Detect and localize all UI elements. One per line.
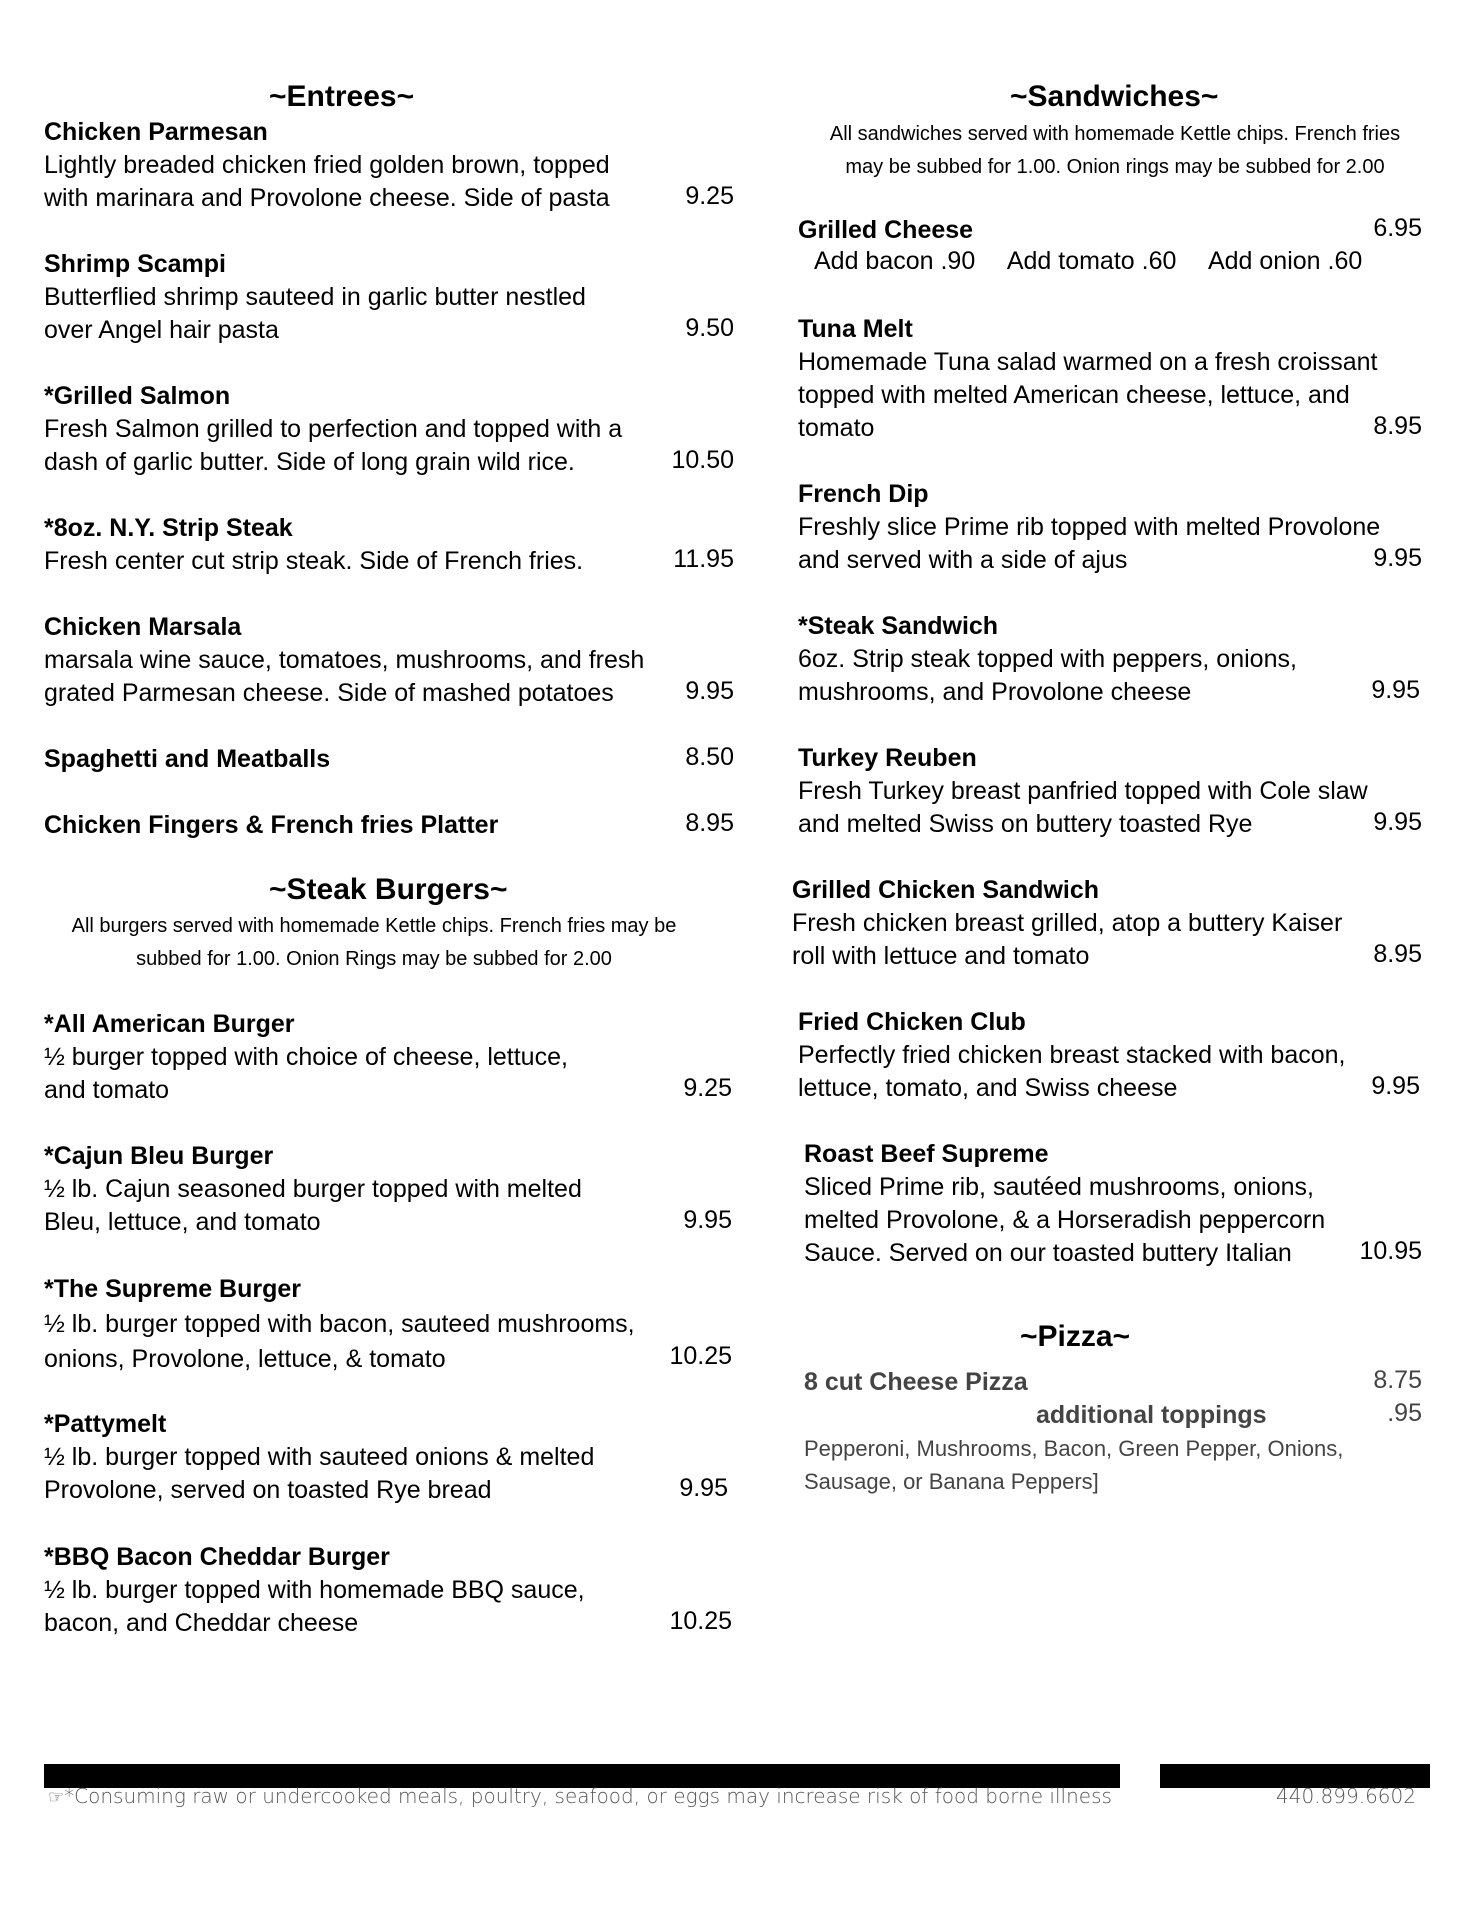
item-name: *Pattymelt <box>44 1410 167 1438</box>
menu-item <box>44 248 586 347</box>
item-name: Chicken Fingers & French fries Platter <box>44 811 499 839</box>
item-price: 8.75 <box>1373 1366 1422 1394</box>
item-price: 8.50 <box>685 743 734 771</box>
sandwiches-title: ~Sandwiches~ <box>1010 80 1219 113</box>
item-desc: over Angel hair pasta <box>44 316 279 344</box>
entrees-title: ~Entrees~ <box>269 80 415 113</box>
item-desc: bacon, and Cheddar cheese <box>44 1609 359 1637</box>
menu-item <box>798 742 1368 841</box>
toppings-price: .95 <box>1387 1399 1422 1427</box>
item-desc: ½ burger topped with choice of cheese, lettuce, <box>44 1043 568 1071</box>
item-name: *All American Burger <box>44 1010 295 1038</box>
toppings-list <box>804 1432 1343 1498</box>
item-desc: Butterflied shrimp sauteed in garlic butter nestled <box>44 283 586 311</box>
item-desc: Fresh Salmon grilled to perfection and topped with a <box>44 415 623 443</box>
menu-item <box>804 1138 1325 1270</box>
item-price: 9.95 <box>683 1206 732 1234</box>
item-price: 10.25 <box>669 1607 732 1635</box>
item-name: 8 cut Cheese Pizza <box>804 1368 1028 1396</box>
burgers-note <box>44 910 704 976</box>
item-desc: ½ lb. burger topped with bacon, sauteed mushrooms, <box>44 1310 635 1338</box>
item-desc: marsala wine sauce, tomatoes, mushrooms, and fresh <box>44 646 645 674</box>
item-name: Roast Beef Supreme <box>804 1140 1049 1168</box>
addon-bacon: Add bacon .90 <box>814 247 976 275</box>
item-price: 10.95 <box>1359 1237 1422 1265</box>
item-desc: and served with a side of ajus <box>798 546 1128 574</box>
item-desc: ½ lb. burger topped with homemade BBQ sauce, <box>44 1576 585 1604</box>
item-name: Tuna Melt <box>798 315 913 343</box>
item-desc: dash of garlic butter. Side of long grain wild rice. <box>44 448 575 476</box>
addons-row <box>814 247 1388 276</box>
item-name: *Steak Sandwich <box>798 612 999 640</box>
item-desc: ½ lb. Cajun seasoned burger topped with melted <box>44 1175 582 1203</box>
menu-item <box>44 743 330 776</box>
item-name: *The Supreme Burger <box>44 1275 302 1303</box>
item-name: *Cajun Bleu Burger <box>44 1142 274 1170</box>
item-desc: and melted Swiss on buttery toasted Rye <box>798 810 1253 838</box>
menu-item <box>44 1140 582 1239</box>
item-name: Spaghetti and Meatballs <box>44 745 331 773</box>
item-desc: Fresh chicken breast grilled, atop a buttery Kaiser <box>792 909 1343 937</box>
item-price: 11.95 <box>673 545 734 573</box>
item-price: 10.50 <box>671 446 734 474</box>
item-desc: Provolone, served on toasted Rye bread <box>44 1476 492 1504</box>
menu-item <box>798 610 1297 709</box>
item-name: *BBQ Bacon Cheddar Burger <box>44 1543 390 1571</box>
burgers-title: ~Steak Burgers~ <box>269 873 508 906</box>
menu-item <box>44 1408 594 1507</box>
item-price: 9.95 <box>685 677 734 705</box>
item-desc: roll with lettuce and tomato <box>792 942 1090 970</box>
item-name: Shrimp Scampi <box>44 250 226 278</box>
item-desc: Lightly breaded chicken fried golden brown, topped <box>44 151 610 179</box>
menu-item <box>44 512 583 578</box>
menu-item <box>44 1272 635 1377</box>
item-price: 9.95 <box>679 1474 728 1502</box>
item-price: 9.95 <box>1371 1072 1420 1100</box>
note-line: All burgers served with homemade Kettle chips. French fries may be <box>71 915 677 937</box>
item-desc: Bleu, lettuce, and tomato <box>44 1208 321 1236</box>
addon-tomato: Add tomato .60 <box>1006 247 1177 275</box>
sandwiches-note <box>790 118 1440 184</box>
menu-item <box>792 874 1342 973</box>
item-price: 9.25 <box>685 182 734 210</box>
item-desc: Fresh Turkey breast panfried topped with Cole slaw <box>798 777 1368 805</box>
footer-disclaimer <box>48 1784 1112 1808</box>
note-line: All sandwiches served with homemade Kettle chips. French fries <box>829 123 1401 145</box>
item-desc: topped with melted American cheese, lettuce, and <box>798 381 1350 409</box>
menu-item <box>44 1008 568 1107</box>
item-desc: Fresh center cut strip steak. Side of French fries. <box>44 547 584 575</box>
toppings-line: Pepperoni, Mushrooms, Bacon, Green Pepper, Onions, <box>804 1436 1344 1461</box>
item-name: Grilled Cheese <box>798 216 974 244</box>
item-name: Turkey Reuben <box>798 744 977 772</box>
item-desc: onions, Provolone, lettuce, & tomato <box>44 1345 446 1373</box>
toppings-line: Sausage, or Banana Peppers] <box>804 1469 1099 1494</box>
item-desc: tomato <box>798 414 875 442</box>
item-desc: Homemade Tuna salad warmed on a fresh croissant <box>798 348 1378 376</box>
item-desc: and tomato <box>44 1076 170 1104</box>
item-price: 9.95 <box>1371 676 1420 704</box>
item-desc: with marinara and Provolone cheese. Side of pasta <box>44 184 610 212</box>
addon-onion: Add onion .60 <box>1207 247 1363 275</box>
menu-item <box>44 611 644 710</box>
menu-item <box>798 1006 1346 1105</box>
item-price: 9.95 <box>1373 544 1422 572</box>
menu-item <box>798 214 973 247</box>
item-name: Fried Chicken Club <box>798 1008 1026 1036</box>
item-desc: melted Provolone, & a Horseradish peppercorn <box>804 1206 1326 1234</box>
item-desc: ½ lb. burger topped with sauteed onions & melted <box>44 1443 595 1471</box>
item-desc: Perfectly fried chicken breast stacked with bacon, <box>798 1041 1346 1069</box>
menu-item <box>44 380 622 479</box>
menu-item <box>44 809 498 842</box>
disclaimer-text: *Consuming raw or undercooked meals, poultry, seafood, or eggs may increase risk of food borne illness <box>64 1784 1112 1808</box>
menu-item <box>44 1541 585 1640</box>
note-line: subbed for 1.00. Onion Rings may be subbed for 2.00 <box>136 948 612 970</box>
item-price: 6.95 <box>1373 214 1422 242</box>
item-name: *8oz. N.Y. Strip Steak <box>44 514 293 542</box>
item-desc: Sauce. Served on our toasted buttery Italian <box>804 1239 1292 1267</box>
item-name: Chicken Parmesan <box>44 118 268 146</box>
item-desc: grated Parmesan cheese. Side of mashed potatoes <box>44 679 614 707</box>
item-desc: Freshly slice Prime rib topped with melted Provolone <box>798 513 1381 541</box>
item-price: 9.25 <box>683 1074 732 1102</box>
item-price: 8.95 <box>685 809 734 837</box>
item-desc: lettuce, tomato, and Swiss cheese <box>798 1074 1178 1102</box>
item-name: *Grilled Salmon <box>44 382 231 410</box>
pizza-title: ~Pizza~ <box>1020 1320 1131 1353</box>
item-name: Chicken Marsala <box>44 613 242 641</box>
item-name: Grilled Chicken Sandwich <box>792 876 1100 904</box>
item-price: 9.95 <box>1373 808 1422 836</box>
item-price: 8.95 <box>1373 412 1422 440</box>
menu-item <box>44 116 610 215</box>
item-desc: 6oz. Strip steak topped with peppers, onions, <box>798 645 1297 673</box>
item-desc: Sliced Prime rib, sautéed mushrooms, onions, <box>804 1173 1314 1201</box>
menu-item <box>804 1366 1028 1399</box>
menu-item <box>798 313 1377 445</box>
item-price: 9.50 <box>685 314 734 342</box>
hand-pointer-icon: ☞ <box>48 1787 65 1808</box>
item-desc: mushrooms, and Provolone cheese <box>798 678 1192 706</box>
footer-phone: 440.899.6602 <box>1276 1784 1416 1808</box>
toppings-label: additional toppings <box>1036 1401 1267 1429</box>
item-price: 10.25 <box>669 1342 732 1370</box>
item-name: French Dip <box>798 480 929 508</box>
item-price: 8.95 <box>1373 940 1422 968</box>
note-line: may be subbed for 1.00. Onion rings may be subbed for 2.00 <box>845 156 1385 178</box>
menu-item <box>798 478 1380 577</box>
